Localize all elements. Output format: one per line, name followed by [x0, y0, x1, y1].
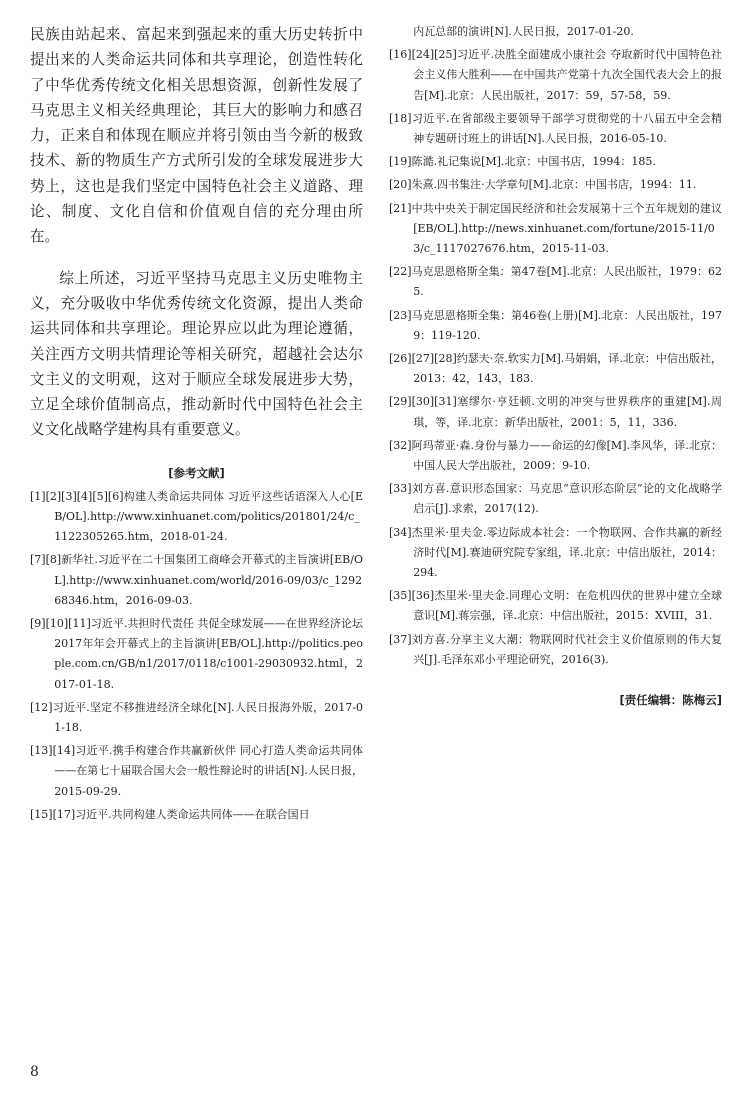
reference-item: [19]陈澔.礼记集说[M].北京：中国书店，1994：185. — [389, 155, 656, 169]
reference-item: [35][36]杰里米·里夫金.同理心文明：在危机四伏的世界中建立全球意识[M].蒋宗强，译.北京：中信出版社，2015：XVIII，31. — [389, 589, 722, 623]
reference-item: [9][10][11]习近平.共担时代责任 共促全球发展——在世界经济论坛2017年年会开幕式上的主旨演讲[EB/OL].http://politics.people.com.cn/GB/n1/2017/0118/c1001-29030932.html，2017-01-18. — [30, 616, 363, 691]
reference-item: [34]杰里米·里夫金.零边际成本社会：一个物联网、合作共赢的新经济时代[M].赛迪研究院专家组，译.北京：中信出版社，2014：294. — [389, 525, 722, 580]
reference-item: [23]马克思恩格斯全集：第46卷(上册)[M].北京：人民出版社，1979：119-120. — [389, 308, 722, 342]
reference-item: [26][27][28]约瑟夫·奈.软实力[M].马娟娟，译.北京：中信出版社，2013：42，143，183. — [389, 352, 722, 386]
responsible-editor: [责任编辑：陈梅云] — [619, 693, 722, 708]
left-column — [30, 22, 363, 828]
body-paragraph-2: 综上所述，习近平坚持马克思主义历史唯物主义，充分吸收中华优秀传统文化资源，提出人类命运共同体和共享理论。理论界应以此为理论遵循，关注西方文明共情理论等相关研究，超越社会达尔文主义的文明观，这对于顺应全球发展进步大势，立足全球价值制高点，推动新时代中国特色社会主义文化战略学建构具有重要意义。 — [30, 269, 363, 439]
reference-item: [16][24][25]习近平.决胜全面建成小康社会 夺取新时代中国特色社会主义伟大胜利——在中国共产党第十九次全国代表大会上的报告[M].北京：人民出版社，2017：59，57-58，59. — [389, 48, 722, 102]
reference-item: [20]朱熹.四书集注·大学章句[M].北京：中国书店，1994：11. — [389, 178, 697, 192]
reference-item: [18]习近平.在省部级主要领导干部学习贯彻党的十八届五中全会精神专题研讨班上的讲话[N].人民日报，2016-05-10. — [389, 111, 722, 146]
reference-item: [32]阿玛蒂亚·森.身份与暴力——命运的幻像[M].李风华，译.北京：中国人民大学出版社，2009：9-10. — [389, 438, 722, 473]
reference-item: [13][14]习近平.携手构建合作共赢新伙伴 同心打造人类命运共同体——在第七十届联合国大会一般性辩论时的讲话[N].人民日报，2015-09-29. — [30, 744, 363, 798]
reference-item: [29][30][31]塞缪尔·亨廷顿.文明的冲突与世界秩序的重建[M].周琪，等，译.北京：新华出版社，2001：5，11，336. — [389, 395, 722, 429]
body-paragraph-1: 民族由站起来、富起来到强起来的重大历史转折中提出来的人类命运共同体和共享理论，创造性转化了中华优秀传统文化相关思想资源，创新性发展了马克思主义相关经典理论，其巨大的影响力和感召力，正来自和体现在顺应并将引领由当今新的极致技术、新的物质生产方式所引发的全球发展进步大势上，这也是我们坚定中国特色社会主义道路、理论、制度、文化自信和价值观自信的充分理由所在。 — [30, 26, 363, 246]
page-number: 8 — [30, 1064, 39, 1080]
reference-item: [15][17]习近平.共同构建人类命运共同体——在联合国日 — [30, 807, 310, 821]
reference-item: [21]中共中央关于制定国民经济和社会发展第十三个五年规划的建议[EB/OL].http://news.xinhuanet.com/fortune/2015-11/03/c_1117027676.htm，2015-11-03. — [389, 201, 722, 256]
reference-item: [37]刘方喜.分享主义大潮：物联网时代社会主义价值原则的伟大复兴[J].毛泽东邓小平理论研究，2016(3). — [389, 632, 722, 666]
reference-item: [22]马克思恩格斯全集：第47卷[M].北京：人民出版社，1979：625. — [389, 265, 722, 299]
reference-item: [7][8]新华社.习近平在二十国集团工商峰会开幕式的主旨演讲[EB/OL].http://www.xinhuanet.com/world/2016-09/03/c_129268346.htm，2016-09-03. — [30, 553, 363, 607]
reference-item: [12]习近平.坚定不移推进经济全球化[N].人民日报海外版，2017-01-18. — [30, 700, 363, 734]
reference-item: [33]刘方喜.意识形态国家：马克思“意识形态阶层”论的文化战略学启示[J].求索，2017(12). — [389, 482, 722, 516]
reference-continuation: 内瓦总部的演讲[N].人民日报，2017-01-20. — [413, 25, 634, 38]
references-title: [参考文献] — [168, 465, 225, 480]
reference-item: [1][2][3][4][5][6]构建人类命运共同体 习近平这些话语深入人心[EB/OL].http://www.xinhuanet.com/politics/201801/24/c_1122305265.htm，2018-01-24. — [30, 489, 363, 544]
right-column — [389, 22, 722, 708]
